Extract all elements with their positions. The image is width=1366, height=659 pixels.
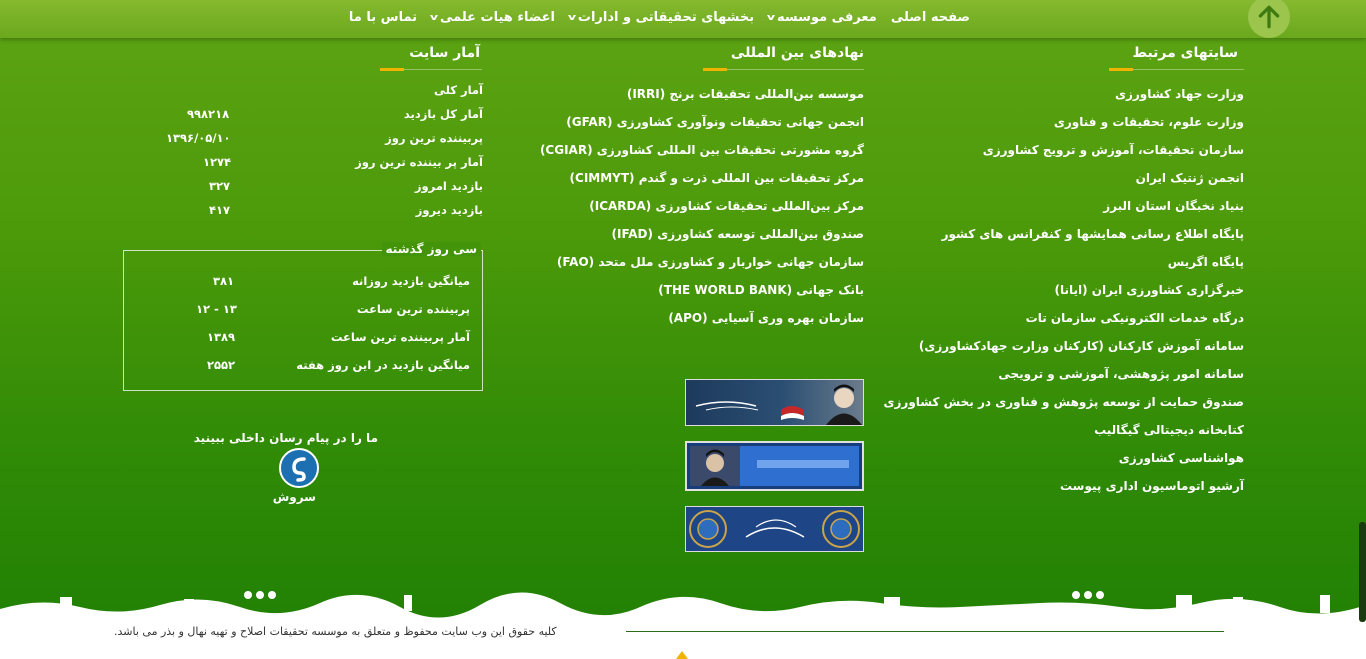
stat-value: ۹۹۸۲۱۸ [187,107,230,121]
related-title-accent [1109,68,1133,71]
stat-30-label: پربیننده ترین ساعت [356,302,470,316]
related-link[interactable]: هواشناسی کشاورزی [1118,451,1244,465]
stats-total-label: آمار کلی [433,83,483,97]
international-title-accent [703,68,727,71]
footer-wave-decoration [0,585,1366,659]
stat-value: ۱۲۷۴ [203,155,232,169]
president-banner-art [687,443,862,489]
arrow-up-icon [1256,4,1282,30]
chevron-down-icon: v [766,12,776,23]
related-link[interactable]: سازمان تحقیقات، آموزش و ترویج کشاورزی [982,143,1244,157]
international-link[interactable]: مرکز تحقیقات بین المللی ذرت و گندم (CIMMYT) [569,171,864,185]
stat-30-value: ۳۸۱ [213,274,235,288]
related-link[interactable]: پایگاه اطلاع رسانی همایشها و کنفرانس های کشور [941,227,1244,241]
related-link[interactable]: سامانه آموزش کارکنان (کارکنان وزارت جهادکشاورزی) [918,339,1244,353]
related-link[interactable]: سامانه امور پژوهشی، آموزشی و ترویجی [998,367,1244,381]
soroosh-caption: ما را در پیام رسان داخلی ببینید [193,431,378,445]
chevron-down-icon: v [429,12,439,23]
stat-30-value: ۱۳۸۹ [207,330,236,344]
stat-value: ۳۲۷ [209,179,231,193]
related-link[interactable]: وزارت علوم، تحقیقات و فناوری [1053,115,1244,129]
stat-label: آمار کل بازدید [403,107,483,121]
international-link[interactable]: مرکز بین‌المللی تحقیقات کشاورزی (ICARDA) [589,199,864,213]
international-link[interactable]: سازمان جهانی خواربار و کشاورزی ملل متحد (FAO) [556,255,864,269]
government-portal-banner-art [686,507,863,551]
international-list [540,80,864,332]
soroosh-glyph-icon [284,453,314,483]
stat-value: ۴۱۷ [209,203,231,217]
leader-office-banner-art [686,380,863,425]
government-portal-banner[interactable] [685,506,864,552]
soroosh-logo-icon[interactable] [279,448,319,488]
last-30-days-legend: سی روز گذشته [382,242,481,256]
stat-30-label: میانگین بازدید روزانه [352,274,470,288]
scrollbar-thumb[interactable] [1359,522,1366,622]
stat-label: آمار پر بیننده ترین روز [355,155,483,169]
stat-label: بازدید دیروز [415,203,483,217]
international-link[interactable]: سازمان بهره وری آسیایی (APO) [668,311,864,325]
nav-item-faculty[interactable]: اعضاء هیات علمی v [429,10,555,25]
related-link[interactable]: بنیاد نخبگان استان البرز [1103,199,1244,213]
stat-label: پربیننده ترین روز [385,131,483,145]
international-link[interactable]: انجمن جهانی تحقیقات ونوآوری کشاورزی (GFAR) [566,115,864,129]
stat-30-value: ۲۵۵۲ [207,358,236,372]
stats-title-accent [380,68,404,71]
international-link[interactable]: بانک جهانی (THE WORLD BANK) [658,283,864,297]
related-link[interactable]: وزارت جهاد کشاورزی [1114,87,1244,101]
related-link[interactable]: پایگاه اگریس [1167,255,1244,269]
related-link[interactable]: صندوق حمایت از توسعه پژوهش و فناوری در بخش کشاورزی [883,395,1244,409]
chevron-down-icon: v [567,12,577,23]
footer-copyright: کلیه حقوق این وب سایت محفوظ و متعلق به موسسه تحقیقات اصلاح و تهیه نهال و بذر می باشد. [114,625,557,638]
nav-item-home[interactable]: صفحه اصلی [890,10,970,25]
soroosh-name[interactable]: سروش [272,490,316,504]
international-link[interactable]: موسسه بین‌المللی تحقیقات برنج (IRRI) [626,87,864,101]
stat-30-label: آمار پربیننده ترین ساعت [330,330,470,344]
related-link[interactable]: کتابخانه دیجیتالی گیگالیب [1094,423,1244,437]
related-link[interactable]: درگاه خدمات الکترونیکی سازمان تات [1025,311,1244,325]
top-navbar [0,0,1366,38]
international-title: نهادهای بین المللی [730,45,864,61]
nav-item-departments[interactable]: بخشهای تحقیقاتی و ادارات v [567,10,755,25]
stat-value: ۱۳۹۶/۰۵/۱۰ [166,131,231,145]
related-link[interactable]: آرشیو اتوماسیون اداری پیوست [1059,479,1244,493]
nav-item-contact[interactable]: تماس با ما [348,10,418,25]
related-link[interactable]: انجمن ژنتیک ایران [1135,171,1244,185]
leader-office-banner[interactable] [685,379,864,426]
stat-30-value: ۱۲ - ۱۳ [196,302,237,316]
nav-item-about[interactable]: معرفی موسسه v [766,10,877,25]
president-banner[interactable] [685,441,864,491]
stat-label: بازدید امروز [414,179,483,193]
international-link[interactable]: گروه مشورتی تحقیقات بین المللی کشاورزی (CGIAR) [539,143,864,157]
stat-30-label: میانگین بازدید در این روز هفته [296,358,470,372]
related-sites-title: سایتهای مرتبط [1132,45,1238,61]
stats-title: آمار سایت [409,45,480,61]
main-menu [335,10,970,25]
international-link[interactable]: صندوق بین‌المللی توسعه کشاورزی (IFAD) [611,227,864,241]
international-title-line [703,69,864,70]
footer-divider [626,631,1224,632]
related-link[interactable]: خبرگزاری کشاورزی ایران (ایانا) [1054,283,1244,297]
related-sites-list [884,80,1244,500]
